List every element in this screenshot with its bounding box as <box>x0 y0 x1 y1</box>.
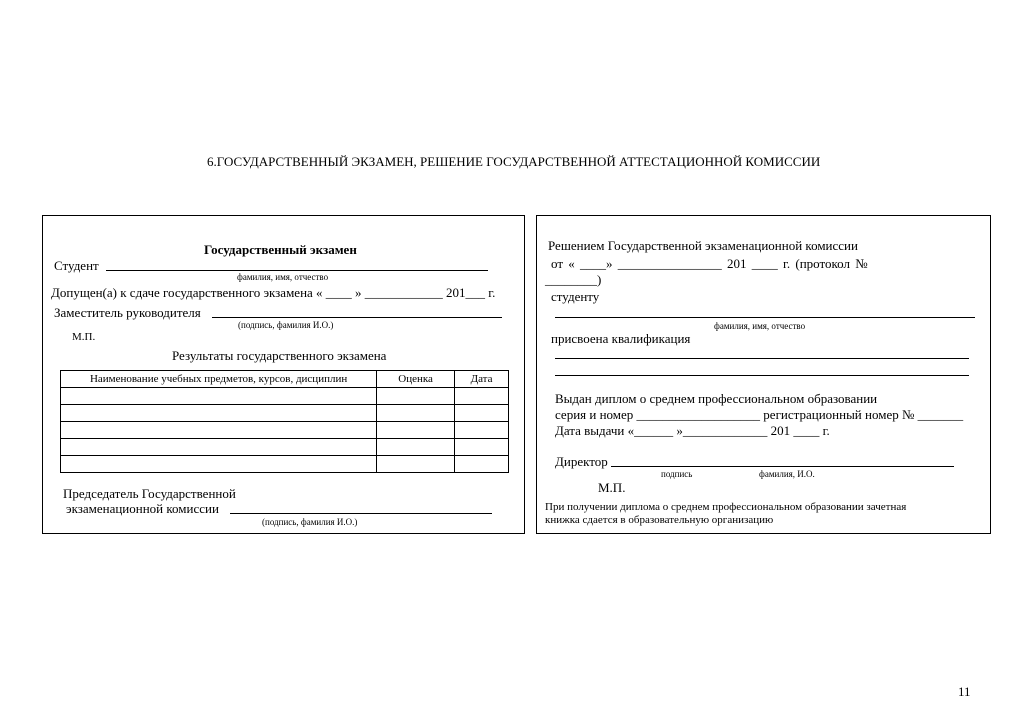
student-name-line[interactable] <box>106 270 488 271</box>
student-label-right: студенту <box>551 289 600 304</box>
table-cell[interactable] <box>455 456 509 473</box>
table-cell[interactable] <box>61 422 377 439</box>
table-cell[interactable] <box>455 439 509 456</box>
table-cell[interactable] <box>377 388 455 405</box>
table-cell[interactable] <box>61 388 377 405</box>
table-cell[interactable] <box>377 456 455 473</box>
student-name-line-right[interactable] <box>555 317 975 318</box>
table-row <box>61 422 509 439</box>
chair-label-line1: Председатель Государственной <box>63 486 236 501</box>
director-caption-name: фамилия, И.О. <box>759 469 815 479</box>
table-row <box>61 456 509 473</box>
note-line1: При получении диплома о среднем профессиональном образовании зачетная <box>545 501 907 513</box>
chair-signature-line[interactable] <box>230 513 492 514</box>
table-cell[interactable] <box>61 405 377 422</box>
page-title: 6.ГОСУДАРСТВЕННЫЙ ЭКЗАМЕН, РЕШЕНИЕ ГОСУДАРСТВЕННОЙ АТТЕСТАЦИОННОЙ КОМИССИИ <box>207 154 821 169</box>
qualification-line-1[interactable] <box>555 358 969 359</box>
table-cell[interactable] <box>377 439 455 456</box>
table-cell[interactable] <box>377 405 455 422</box>
student-label: Студент <box>54 258 99 273</box>
diploma-line3: Дата выдачи «______ »_____________ 201 ____ г. <box>555 423 830 438</box>
table-row <box>61 405 509 422</box>
student-caption-right: фамилия, имя, отчество <box>714 321 806 331</box>
deputy-caption: (подпись, фамилия И.О.) <box>238 320 334 330</box>
page-number: 11 <box>958 684 971 699</box>
table-cell[interactable] <box>455 388 509 405</box>
director-label: Директор <box>555 454 608 469</box>
note-line2: книжка сдается в образовательную организацию <box>545 514 774 526</box>
column-date: Дата <box>455 371 509 388</box>
column-subject: Наименование учебных предметов, курсов, дисциплин <box>61 371 377 388</box>
table-cell[interactable] <box>61 456 377 473</box>
diploma-line2: серия и номер ___________________ регистрационный номер № _______ <box>555 407 964 422</box>
table-row <box>61 439 509 456</box>
deputy-label: Заместитель руководителя <box>54 305 201 320</box>
student-caption: фамилия, имя, отчество <box>237 272 329 282</box>
seal-mark: М.П. <box>72 331 96 343</box>
diploma-line1: Выдан диплом о среднем профессиональном образовании <box>555 391 878 406</box>
qualification-line-2[interactable] <box>555 375 969 376</box>
qualification-label: присвоена квалификация <box>551 331 691 346</box>
table-cell[interactable] <box>455 422 509 439</box>
decision-line1: Решением Государственной экзаменационной комиссии <box>548 238 858 253</box>
deputy-signature-line[interactable] <box>212 317 502 318</box>
table-cell[interactable] <box>377 422 455 439</box>
director-signature-line[interactable] <box>611 466 954 467</box>
admitted-text: Допущен(а) к сдаче государственного экзамена « ____ » ____________ 201___ г. <box>51 285 496 300</box>
grades-table <box>60 370 509 473</box>
seal-mark-right: М.П. <box>598 480 626 495</box>
exam-heading: Государственный экзамен <box>204 242 357 257</box>
column-grade: Оценка <box>377 371 455 388</box>
decision-line3: ________) <box>545 272 602 287</box>
chair-label-line2: экзаменационной комиссии <box>66 501 219 516</box>
table-cell[interactable] <box>455 405 509 422</box>
table-row <box>61 388 509 405</box>
chair-caption: (подпись, фамилия И.О.) <box>262 517 358 527</box>
results-title: Результаты государственного экзамена <box>172 348 387 363</box>
director-caption-sign: подпись <box>661 469 693 479</box>
decision-line2: от « ____» ________________ 201 ____ г. (протокол № <box>551 256 868 271</box>
table-cell[interactable] <box>61 439 377 456</box>
